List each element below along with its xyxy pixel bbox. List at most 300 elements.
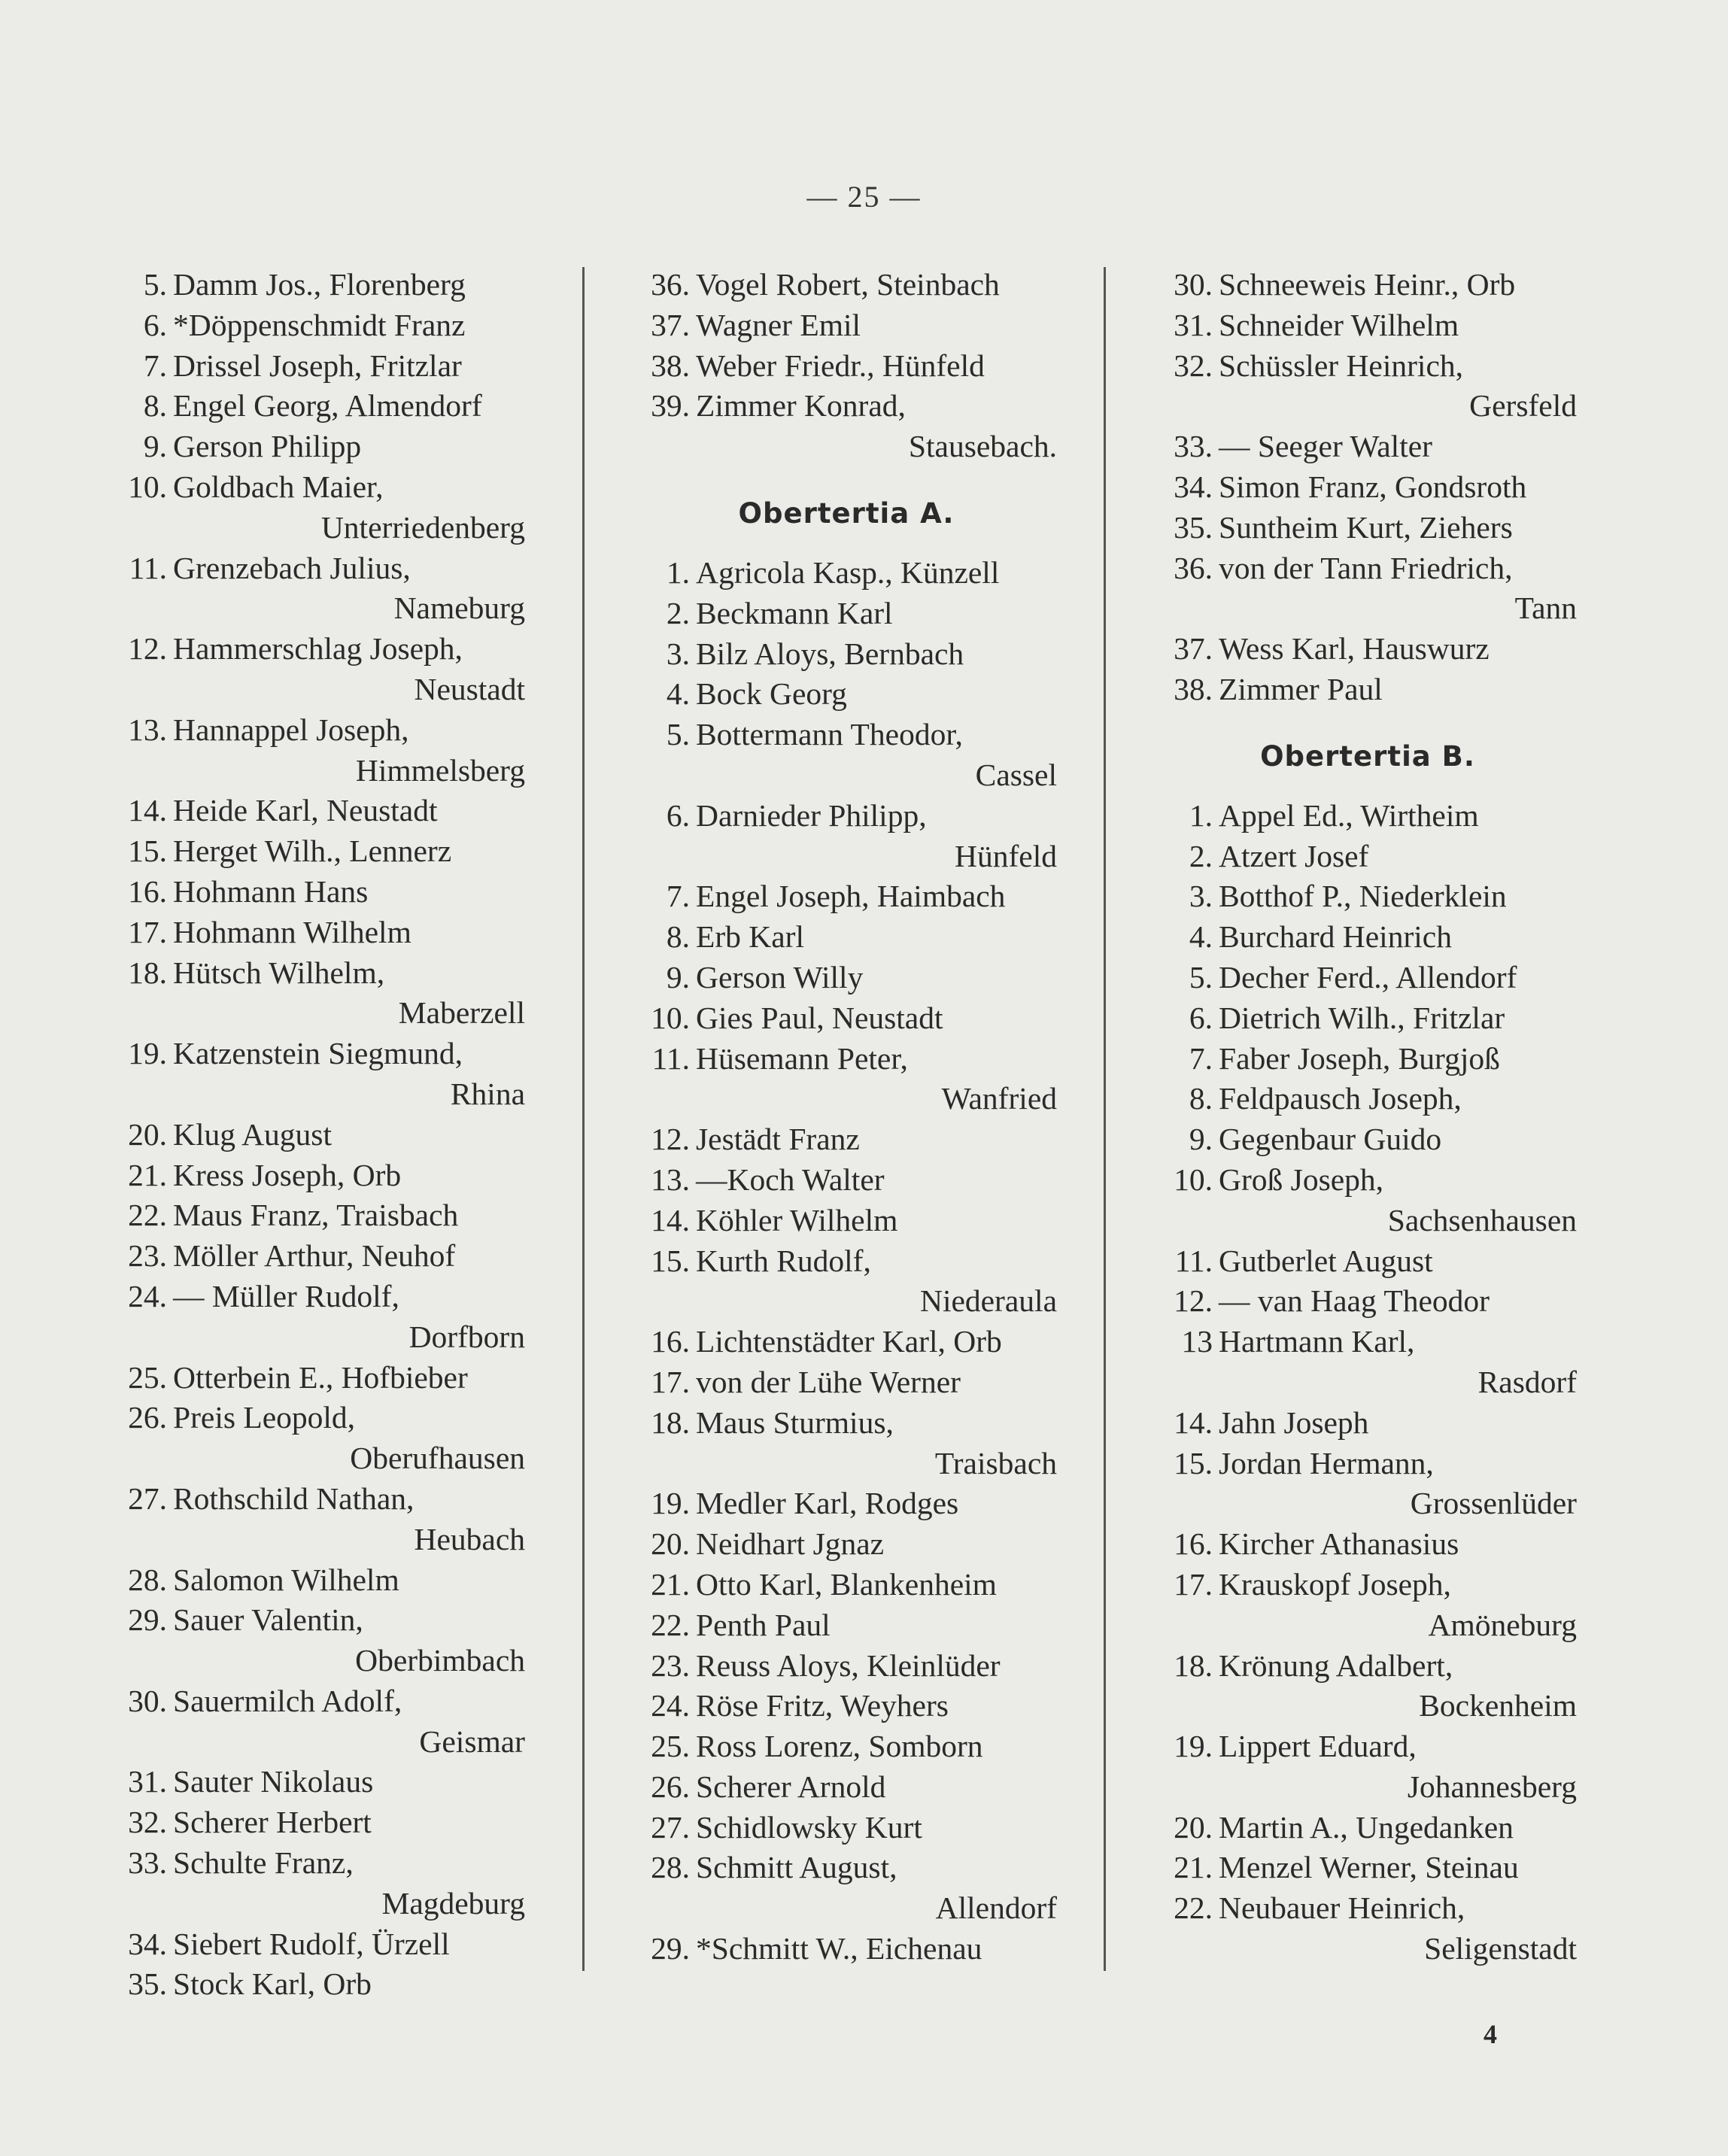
entry-name: *Döppenschmidt Franz [173, 307, 466, 342]
entry-name: Simon Franz, Gondsroth [1219, 469, 1527, 504]
list-item [113, 1843, 525, 1924]
list-item [113, 953, 525, 1034]
list-item [113, 1236, 525, 1277]
column-2 [636, 265, 1057, 1969]
list-item [1159, 346, 1577, 427]
list-item [1159, 629, 1577, 670]
list-item [113, 427, 525, 467]
entry-name: Schüssler Heinrich, [1219, 348, 1464, 383]
entry-location: Himmelsberg [355, 752, 525, 788]
entry-name: Heide Karl, Neustadt [173, 793, 438, 828]
column-3 [1159, 265, 1577, 1969]
entry-number: 11. [651, 1040, 690, 1076]
entry-name: Schneeweis Heinr., Orb [1219, 267, 1516, 302]
entry-number: 17. [651, 1364, 690, 1399]
entry-name: Faber Joseph, Burgjoß [1219, 1040, 1500, 1076]
entry-location: Wanfried [941, 1081, 1057, 1116]
entry-number: 13. [128, 712, 167, 747]
entry-number: 12. [128, 631, 167, 667]
list-item [113, 831, 525, 872]
entry-name: — van Haag Theodor [1219, 1283, 1490, 1319]
entry-number: 3. [666, 636, 690, 671]
list-item [113, 1398, 525, 1479]
entry-location: Geismar [419, 1723, 525, 1759]
list-item [113, 1115, 525, 1155]
entry-location: Allendorf [935, 1890, 1057, 1926]
list-item [636, 1160, 1057, 1201]
entry-name: — Seeger Walter [1219, 429, 1432, 464]
entry-number: 9. [666, 959, 690, 994]
entry-number: 28. [128, 1562, 167, 1597]
list-item [113, 1277, 525, 1358]
entry-number: 5. [143, 267, 167, 302]
entry-name: Erb Karl [696, 919, 805, 955]
list-item [636, 1646, 1057, 1687]
entry-name: Hannappel Joseph, [173, 712, 409, 747]
entry-number: 2. [1189, 838, 1213, 873]
entry-name: Katzenstein Siegmund, [173, 1036, 463, 1071]
list-item [636, 1119, 1057, 1160]
list-item [1159, 1444, 1577, 1525]
list-item [1159, 998, 1577, 1039]
entry-location: Tann [1514, 591, 1577, 626]
list-item [636, 1929, 1057, 1969]
entry-number: 4. [666, 676, 690, 712]
entry-name: Klug August [173, 1116, 332, 1152]
entry-name: Bottermann Theodor, [696, 717, 963, 752]
list-item [1159, 1888, 1577, 1969]
entry-name: Bilz Aloys, Bernbach [696, 636, 964, 671]
list-item [1159, 1281, 1577, 1322]
entry-number: 15. [651, 1243, 690, 1278]
entry-number: 22. [128, 1198, 167, 1233]
list-item [1159, 1808, 1577, 1848]
entry-name: *Schmitt W., Eichenau [696, 1931, 982, 1966]
list-item [113, 1762, 525, 1802]
list-item [113, 1479, 525, 1560]
entry-number: 29. [128, 1602, 167, 1638]
entry-location: Rasdorf [1477, 1364, 1577, 1399]
list-item [636, 1686, 1057, 1726]
list-item [113, 305, 525, 346]
entry-name: Medler Karl, Rodges [696, 1486, 959, 1521]
entry-name: Maus Franz, Traisbach [173, 1198, 459, 1233]
entry-number: 25. [128, 1359, 167, 1395]
entry-name: Gegenbaur Guido [1219, 1122, 1442, 1157]
entry-name: Maus Sturmius, [696, 1404, 894, 1440]
list-item [1159, 1848, 1577, 1888]
entry-name: Kurth Rudolf, [696, 1243, 871, 1278]
entry-name: Zimmer Paul [1219, 671, 1383, 706]
entry-name: Lichtenstädter Karl, Orb [696, 1324, 1002, 1359]
entry-location: Cassel [975, 757, 1057, 792]
list-item [1159, 1079, 1577, 1119]
entry-number: 26. [651, 1769, 690, 1804]
entry-location: Gersfeld [1469, 388, 1577, 424]
entry-number: 12. [651, 1122, 690, 1157]
entry-number: 38. [651, 348, 690, 383]
entry-number: 18. [128, 955, 167, 990]
list-item [636, 1201, 1057, 1241]
entry-name: Köhler Wilhelm [696, 1202, 898, 1237]
entry-name: Decher Ferd., Allendorf [1219, 959, 1517, 994]
entry-name: Ross Lorenz, Somborn [696, 1729, 983, 1764]
entry-name: Schmitt August, [696, 1850, 897, 1885]
list-item [1159, 1241, 1577, 1282]
entry-number: 27. [651, 1809, 690, 1845]
list-item [113, 1034, 525, 1115]
entry-number: 18. [651, 1404, 690, 1440]
entry-name: von der Tann Friedrich, [1219, 550, 1513, 585]
entry-number: 13. [651, 1162, 690, 1197]
entry-name: von der Lühe Werner [696, 1364, 961, 1399]
entry-name: Krauskopf Joseph, [1219, 1566, 1451, 1602]
entry-number: 5. [666, 717, 690, 752]
entry-number: 16. [651, 1324, 690, 1359]
column-1 [113, 265, 525, 2005]
entry-name: Bock Georg [696, 676, 847, 712]
list-item [113, 1964, 525, 2005]
entry-number: 20. [128, 1116, 167, 1152]
entry-name: Lippert Eduard, [1219, 1729, 1417, 1764]
entry-name: Goldbach Maier, [173, 469, 384, 504]
entry-name: Grenzebach Julius, [173, 550, 411, 585]
entry-location: Oberbimbach [355, 1643, 525, 1678]
entry-name: Möller Arthur, Neuhof [173, 1238, 456, 1274]
list-item [113, 710, 525, 791]
entry-number: 21. [1174, 1850, 1213, 1885]
list-item [636, 594, 1057, 634]
entry-number: 21. [128, 1157, 167, 1192]
entry-number: 25. [651, 1729, 690, 1764]
entry-number: 7. [666, 879, 690, 914]
entry-name: Gerson Philipp [173, 429, 362, 464]
list-item [636, 1039, 1057, 1120]
entry-name: Gerson Willy [696, 959, 864, 994]
entry-number: 26. [128, 1400, 167, 1435]
entry-name: Feldpausch Joseph, [1219, 1081, 1462, 1116]
list-item [113, 1802, 525, 1843]
entry-number: 37. [651, 307, 690, 342]
entry-number: 8. [666, 919, 690, 955]
entry-number: 16. [128, 873, 167, 909]
list-item [1159, 670, 1577, 710]
entry-number: 8. [143, 388, 167, 424]
entry-name: Otterbein E., Hofbieber [173, 1359, 468, 1395]
entry-name: Darnieder Philipp, [696, 797, 927, 833]
entry-location: Nameburg [393, 591, 525, 626]
entry-name: Damm Jos., Florenberg [173, 267, 466, 302]
section-heading: Obertertia A. [738, 496, 955, 530]
entry-name: Beckmann Karl [696, 595, 893, 630]
entry-number: 2. [666, 595, 690, 630]
entry-name: Atzert Josef [1219, 838, 1369, 873]
entry-location: Stausebach. [908, 429, 1057, 464]
entry-name: Gutberlet August [1219, 1243, 1433, 1278]
entry-name: Hartmann Karl, [1219, 1324, 1415, 1359]
entry-number: 27. [128, 1480, 167, 1516]
entry-name: Schneider Wilhelm [1219, 307, 1459, 342]
entry-name: Neidhart Jgnaz [696, 1526, 885, 1562]
entry-name: Reuss Aloys, Kleinlüder [696, 1647, 1001, 1683]
list-item [113, 872, 525, 913]
entry-number: 34. [1174, 469, 1213, 504]
entry-number: 16. [1174, 1526, 1213, 1562]
list-item [636, 1322, 1057, 1362]
entry-name: Menzel Werner, Steinau [1219, 1850, 1519, 1885]
page-number: — 25 — [806, 180, 922, 214]
entry-location: Niederaula [919, 1283, 1057, 1319]
entry-location: Sachsenhausen [1387, 1202, 1577, 1237]
entry-number: 32. [1174, 348, 1213, 383]
entry-name: Hohmann Hans [173, 873, 369, 909]
entry-number: 6. [666, 797, 690, 833]
entry-name: Scherer Herbert [173, 1805, 372, 1840]
list-item [1159, 1039, 1577, 1080]
list-item [1159, 1524, 1577, 1565]
entry-name: — Müller Rudolf, [173, 1278, 399, 1313]
entry-number: 32. [128, 1805, 167, 1840]
list-item [1159, 1119, 1577, 1160]
entry-name: Schidlowsky Kurt [696, 1809, 922, 1845]
entry-name: Otto Karl, Blankenheim [696, 1566, 997, 1602]
entry-number: 17. [1174, 1566, 1213, 1602]
entry-name: Martin A., Ungedanken [1219, 1809, 1514, 1845]
entry-name: Schulte Franz, [173, 1845, 354, 1881]
list-item [636, 634, 1057, 675]
entry-name: Jordan Hermann, [1219, 1445, 1434, 1480]
entry-number: 8. [1189, 1081, 1213, 1116]
list-item [636, 1808, 1057, 1848]
entry-location: Dorfborn [408, 1319, 525, 1354]
entry-number: 6. [1189, 1000, 1213, 1035]
entry-name: Rothschild Nathan, [173, 1480, 415, 1516]
entry-name: Jestädt Franz [696, 1122, 860, 1157]
list-item [636, 553, 1057, 594]
entry-name: Vogel Robert, Steinbach [696, 267, 1000, 302]
entry-number: 18. [1174, 1647, 1213, 1683]
entry-name: Dietrich Wilh., Fritzlar [1219, 1000, 1505, 1035]
entry-name: Groß Joseph, [1219, 1162, 1384, 1197]
list-item [636, 998, 1057, 1039]
entry-name: Sauer Valentin, [173, 1602, 363, 1638]
list-item [636, 346, 1057, 387]
entry-name: Herget Wilh., Lennerz [173, 834, 452, 869]
entry-number: 15. [1174, 1445, 1213, 1480]
list-item [1159, 1565, 1577, 1646]
entry-name: Krönung Adalbert, [1219, 1647, 1453, 1683]
entry-number: 12. [1174, 1283, 1213, 1319]
entry-name: Gies Paul, Neustadt [696, 1000, 943, 1035]
entry-number: 38. [1174, 671, 1213, 706]
entry-number: 4. [1189, 919, 1213, 955]
list-item [636, 674, 1057, 715]
list-item [113, 1560, 525, 1601]
list-item [113, 548, 525, 630]
entry-name: Agricola Kasp., Künzell [696, 554, 1000, 590]
entry-name: Sauermilch Adolf, [173, 1683, 402, 1718]
list-item [1159, 467, 1577, 508]
entry-name: Burchard Heinrich [1219, 919, 1452, 955]
entry-location: Maberzell [398, 995, 525, 1031]
entry-number: 33. [1174, 429, 1213, 464]
entry-number: 35. [1174, 509, 1213, 545]
entry-name: Hammerschlag Joseph, [173, 631, 463, 667]
entry-number: 37. [1174, 631, 1213, 667]
entry-number: 13 [1181, 1324, 1213, 1359]
entry-location: Grossenlüder [1410, 1486, 1577, 1521]
entry-name: Penth Paul [696, 1607, 831, 1642]
entry-number: 9. [1189, 1122, 1213, 1157]
column-divider-2 [1104, 267, 1106, 1971]
entry-name: Wagner Emil [696, 307, 861, 342]
entry-number: 19. [1174, 1729, 1213, 1764]
entry-number: 35. [128, 1966, 167, 2002]
list-item [113, 629, 525, 710]
entry-name: Siebert Rudolf, Ürzell [173, 1926, 450, 1961]
entry-number: 31. [1174, 307, 1213, 342]
list-item [1159, 427, 1577, 467]
list-item [113, 791, 525, 831]
list-item [636, 958, 1057, 998]
list-item [1159, 1403, 1577, 1444]
entry-number: 31. [128, 1764, 167, 1799]
entry-number: 36. [651, 267, 690, 302]
list-item [1159, 265, 1577, 305]
list-item [636, 1241, 1057, 1322]
entry-number: 9. [143, 429, 167, 464]
list-item [113, 265, 525, 305]
entry-location: Heubach [414, 1521, 525, 1556]
entry-number: 36. [1174, 550, 1213, 585]
list-item [636, 1362, 1057, 1403]
entry-location: Johannesberg [1407, 1769, 1577, 1804]
list-item [113, 1358, 525, 1398]
entry-location: Traisbach [934, 1445, 1057, 1480]
list-item [1159, 1160, 1577, 1241]
entry-name: Hohmann Wilhelm [173, 914, 412, 949]
list-item [1159, 508, 1577, 548]
entry-number: 17. [128, 914, 167, 949]
entry-location: Seligenstadt [1424, 1931, 1577, 1966]
entry-number: 14. [651, 1202, 690, 1237]
entry-number: 23. [651, 1647, 690, 1683]
list-item [636, 305, 1057, 346]
list-item [636, 1605, 1057, 1646]
entry-number: 29. [651, 1931, 690, 1966]
entry-number: 15. [128, 834, 167, 869]
entry-name: Drissel Joseph, Fritzlar [173, 348, 462, 383]
list-item [1159, 958, 1577, 998]
list-item [1159, 305, 1577, 346]
list-item [636, 1565, 1057, 1605]
entry-number: 7. [143, 348, 167, 383]
entry-number: 6. [143, 307, 167, 342]
list-item [113, 1195, 525, 1236]
list-item [636, 1524, 1057, 1565]
entry-number: 7. [1189, 1040, 1213, 1076]
entry-number: 33. [128, 1845, 167, 1881]
entry-number: 14. [1174, 1404, 1213, 1440]
list-item [1159, 876, 1577, 917]
list-item [636, 1726, 1057, 1767]
entry-name: Scherer Arnold [696, 1769, 886, 1804]
column-divider-1 [582, 267, 585, 1971]
entry-location: Amöneburg [1428, 1607, 1577, 1642]
list-item [636, 1767, 1057, 1808]
entry-number: 20. [651, 1526, 690, 1562]
entry-number: 1. [666, 554, 690, 590]
list-item [113, 913, 525, 953]
entry-number: 24. [651, 1688, 690, 1723]
list-item [1159, 548, 1577, 630]
entry-number: 34. [128, 1926, 167, 1961]
entry-number: 30. [1174, 267, 1213, 302]
entry-number: 22. [1174, 1890, 1213, 1926]
entry-location: Rhina [450, 1076, 525, 1111]
entry-name: —Koch Walter [696, 1162, 885, 1197]
signature-mark: 4 [1484, 2019, 1497, 2049]
entry-number: 10. [1174, 1162, 1213, 1197]
entry-number: 3. [1189, 879, 1213, 914]
entry-number: 39. [651, 388, 690, 424]
entry-number: 28. [651, 1850, 690, 1885]
list-item [1159, 796, 1577, 837]
entry-name: Röse Fritz, Weyhers [696, 1688, 949, 1723]
section-heading: Obertertia B. [1260, 739, 1475, 773]
list-item [113, 1924, 525, 1965]
list-item [1159, 1646, 1577, 1727]
entry-number: 22. [651, 1607, 690, 1642]
list-item [636, 1403, 1057, 1484]
entry-name: Botthof P., Niederklein [1219, 879, 1507, 914]
entry-name: Appel Ed., Wirtheim [1219, 797, 1479, 833]
list-item [113, 467, 525, 548]
entry-name: Preis Leopold, [173, 1400, 356, 1435]
entry-number: 11. [1174, 1243, 1213, 1278]
list-item [1159, 1322, 1577, 1403]
list-item [113, 1681, 525, 1763]
entry-name: Engel Georg, Almendorf [173, 388, 482, 424]
entry-name: Stock Karl, Orb [173, 1966, 372, 2002]
list-item [1159, 837, 1577, 877]
entry-location: Oberufhausen [350, 1441, 525, 1476]
list-item [636, 917, 1057, 958]
entry-number: 5. [1189, 959, 1213, 994]
entry-name: Salomon Wilhelm [173, 1562, 399, 1597]
list-item [636, 796, 1057, 877]
list-item [113, 1600, 525, 1681]
entry-name: Hütsch Wilhelm, [173, 955, 385, 990]
entry-number: 20. [1174, 1809, 1213, 1845]
entry-number: 19. [128, 1036, 167, 1071]
entry-name: Zimmer Konrad, [696, 388, 906, 424]
entry-number: 14. [128, 793, 167, 828]
entry-number: 23. [128, 1238, 167, 1274]
entry-name: Jahn Joseph [1219, 1404, 1369, 1440]
list-item [113, 346, 525, 387]
entry-number: 10. [651, 1000, 690, 1035]
entry-name: Suntheim Kurt, Ziehers [1219, 509, 1513, 545]
list-item [636, 1483, 1057, 1524]
entry-name: Kircher Athanasius [1219, 1526, 1459, 1562]
entry-name: Wess Karl, Hauswurz [1219, 631, 1490, 667]
list-item [636, 386, 1057, 467]
entry-number: 30. [128, 1683, 167, 1718]
entry-name: Engel Joseph, Haimbach [696, 879, 1006, 914]
list-item [636, 876, 1057, 917]
list-item [636, 265, 1057, 305]
